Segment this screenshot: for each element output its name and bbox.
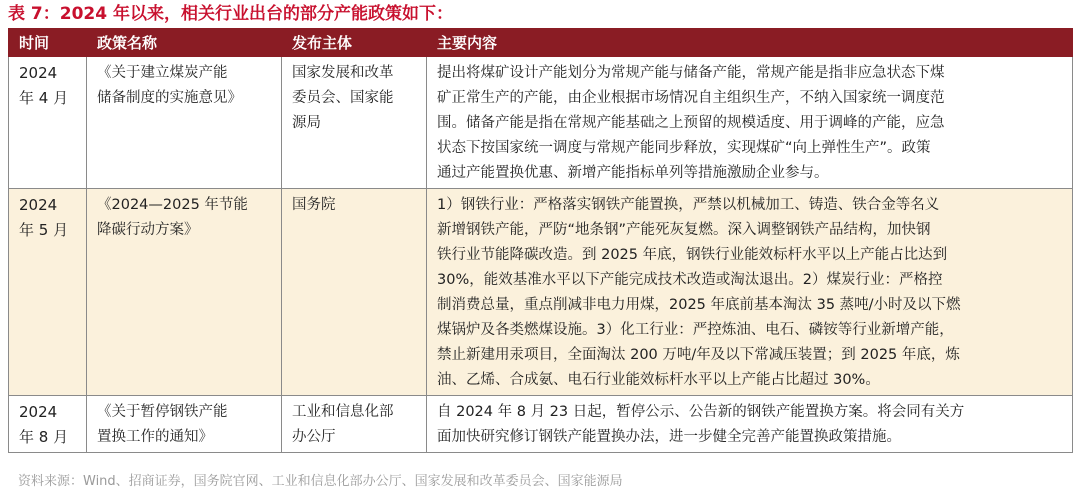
policy-name-line: 《关于建立煤炭产能: [97, 65, 228, 81]
policy-name-line: 置换工作的通知》: [97, 429, 213, 445]
table-title: 表 7：2024 年以来，相关行业出台的部分产能政策如下：: [8, 4, 453, 24]
issuer-line: 国务院: [292, 197, 336, 213]
content-line: 铁行业节能降碳改造。到 2025 年底，钢铁行业能效标杆水平以上产能占比达到: [437, 247, 948, 263]
time-line: 年 5 月: [19, 221, 69, 239]
content-line: 30%，能效基准水平以下产能完成技术改造或淘汰退出。2）煤炭行业：严格控: [437, 272, 943, 288]
issuer-line: 办公厅: [292, 429, 336, 445]
cell-content: [427, 57, 1073, 189]
cell-time: [9, 396, 87, 453]
cell-issuer: [282, 189, 427, 396]
cell-time: [9, 57, 87, 189]
source-note: 资料来源：Wind、招商证券，国务院官网、工业和信息化部办公厅、国家发展和改革委员会、国家能源局: [18, 474, 623, 489]
header-issuer: 发布主体: [282, 29, 427, 57]
time-line: 年 4 月: [19, 89, 69, 107]
policy-name-line: 《关于暂停钢铁产能: [97, 404, 228, 420]
content-line: 通过产能置换优惠、新增产能指标单列等措施激励企业参与。: [437, 165, 829, 181]
content-line: 提出将煤矿设计产能划分为常规产能与储备产能，常规产能是指非应急状态下煤: [437, 65, 945, 81]
cell-issuer: [282, 57, 427, 189]
content-line: 油、乙烯、合成氨、电石行业能效标杆水平以上产能占比超过 30%。: [437, 372, 880, 388]
issuer-line: 工业和信息化部: [292, 404, 394, 420]
content-line: 矿正常生产的产能，由企业根据市场情况自主组织生产，不纳入国家统一调度范: [437, 90, 945, 106]
table-header-row: [9, 29, 1073, 57]
content-line: 禁止新建用汞项目，全面淘汰 200 万吨/年及以下常减压装置；到 2025 年底，炼: [437, 347, 960, 363]
policy-name-line: 《2024—2025 年节能: [97, 197, 248, 213]
time-line: 2024: [19, 403, 58, 421]
policy-table: [8, 28, 1073, 453]
time-line: 2024: [19, 64, 58, 82]
content-line: 煤锅炉及各类燃煤设施。3）化工行业：严控炼油、电石、磷铵等行业新增产能，: [437, 322, 954, 338]
policy-name-line: 降碳行动方案》: [97, 222, 199, 238]
content-line: 新增钢铁产能，严防“地条钢”产能死灰复燃。深入调整钢铁产品结构，加快钢: [437, 222, 931, 238]
table-row: [9, 57, 1073, 189]
cell-content: [427, 396, 1073, 453]
content-line: 1）钢铁行业：严格落实钢铁产能置换，严禁以机械加工、铸造、铁合金等名义: [437, 197, 940, 213]
content-line: 面加快研究修订钢铁产能置换办法，进一步健全完善产能置换政策措施。: [437, 429, 901, 445]
issuer-line: 国家发展和改革: [292, 65, 394, 81]
cell-issuer: [282, 396, 427, 453]
cell-time: [9, 189, 87, 396]
table-row-highlighted: [9, 189, 1073, 396]
issuer-line: 源局: [292, 115, 321, 131]
policy-name-line: 储备制度的实施意见》: [97, 90, 242, 106]
header-content: 主要内容: [427, 29, 1073, 57]
content-line: 自 2024 年 8 月 23 日起，暂停公示、公告新的钢铁产能置换方案。将会同有关方: [437, 404, 965, 420]
cell-policy-name: [87, 396, 282, 453]
content-line: 状态下按国家统一调度与常规产能同步释放，实现煤矿“向上弹性生产”。政策: [437, 140, 931, 156]
header-policy-name: 政策名称: [87, 29, 282, 57]
issuer-line: 委员会、国家能: [292, 90, 394, 106]
header-time: 时间: [9, 29, 87, 57]
time-line: 年 8 月: [19, 428, 69, 446]
content-line: 围。储备产能是指在常规产能基础之上预留的规模适度、用于调峰的产能，应急: [437, 115, 945, 131]
content-line: 制消费总量，重点削减非电力用煤，2025 年底前基本淘汰 35 蒸吨/小时及以下燃: [437, 297, 961, 313]
time-line: 2024: [19, 196, 58, 214]
cell-policy-name: [87, 189, 282, 396]
table-row: [9, 396, 1073, 453]
cell-policy-name: [87, 57, 282, 189]
cell-content: [427, 189, 1073, 396]
